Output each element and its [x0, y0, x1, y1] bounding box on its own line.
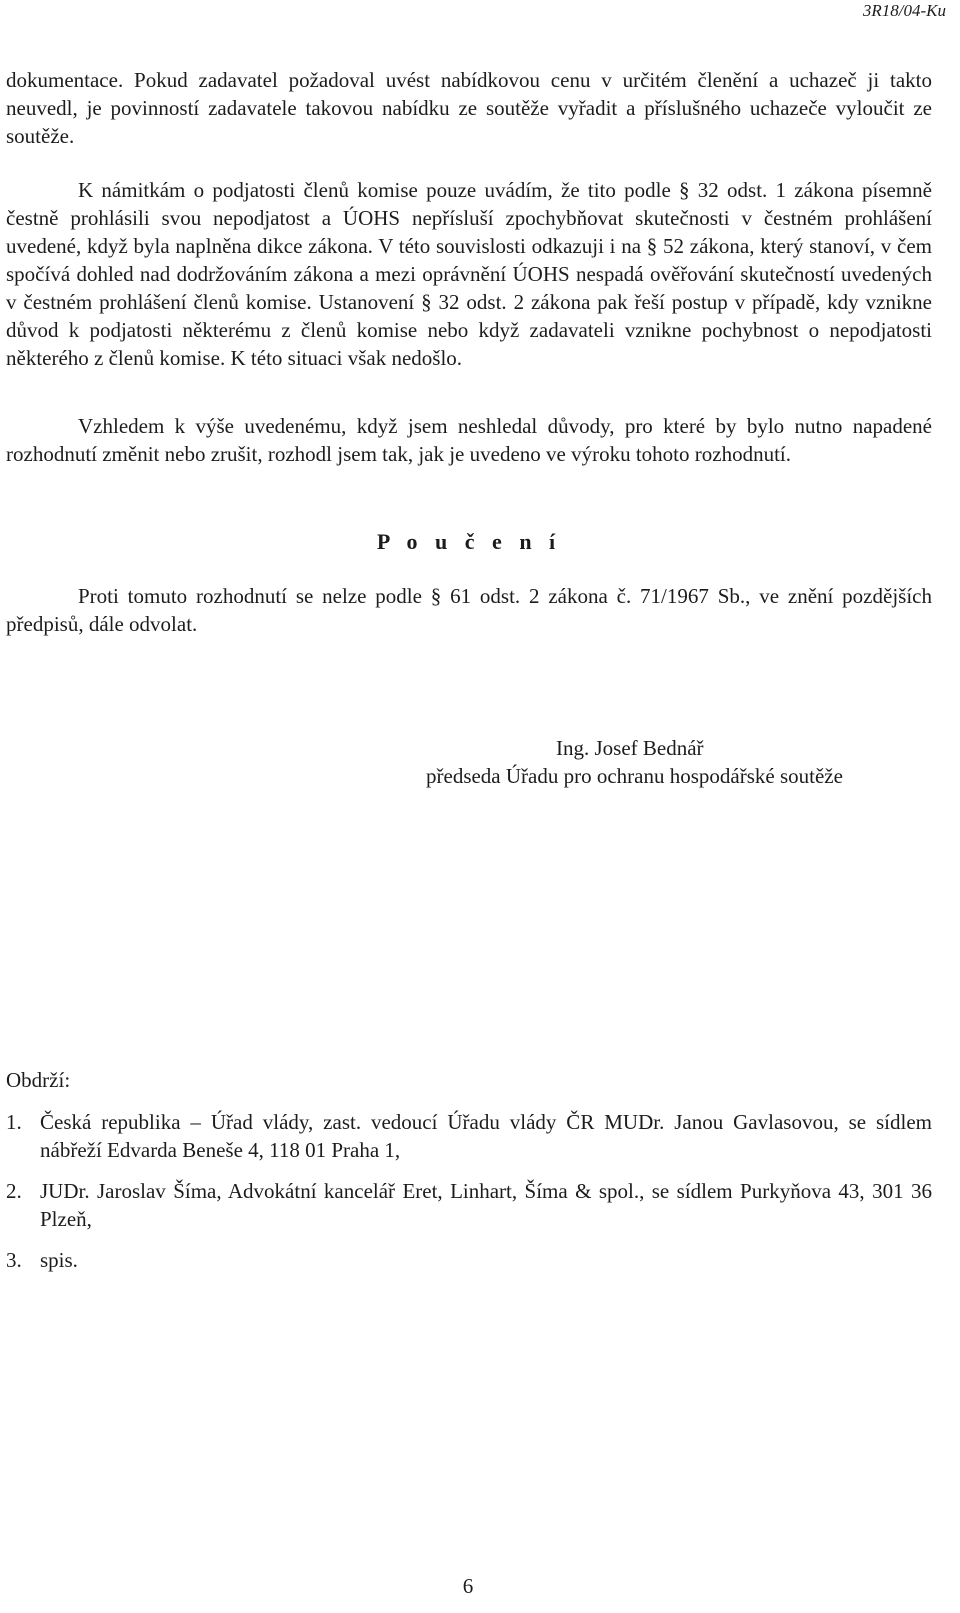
- document-page: [6, 66, 932, 1287]
- recipient-number: 1.: [6, 1110, 22, 1134]
- recipient-text: Česká republika – Úřad vlády, zast. vedoucí Úřadu vlády ČR MUDr. Janou Gavlasovou, se sídlem nábřeží Edvarda Beneše 4, 118 01 Praha 1,: [40, 1110, 932, 1162]
- paragraph-instruction: Proti tomuto rozhodnutí se nelze podle § 61 odst. 2 zákona č. 71/1967 Sb., ve znění pozdějších předpisů, dále odvolat.: [6, 584, 932, 636]
- paragraph-conclusion: Vzhledem k výše uvedenému, když jsem neshledal důvody, pro které by bylo nutno napadené rozhodnutí změnit nebo zrušit, rozhodl jsem tak, jak je uvedeno ve výroku tohoto rozhodnutí.: [6, 414, 932, 466]
- recipient-item: [6, 1246, 932, 1274]
- recipients-list: [6, 1108, 932, 1274]
- signature-block: [426, 734, 932, 790]
- recipients-heading: Obdrží:: [6, 1068, 71, 1092]
- recipient-text: spis.: [40, 1248, 78, 1272]
- recipient-number: 3.: [6, 1248, 22, 1272]
- recipient-number: 2.: [6, 1179, 22, 1203]
- recipient-item: [6, 1108, 932, 1164]
- recipient-item: [6, 1177, 932, 1233]
- paragraph-bias-objections: K námitkám o podjatosti členů komise pouze uvádím, že tito podle § 32 odst. 1 zákona písemně čestně prohlásili svou nepodjatost a ÚOHS nepřísluší zpochybňovat skutečnosti v čestném prohlášení uvedené, když byla naplněna dikce zákona. V této souvislosti odkazuji i na § 52 zákona, který stanoví, v čem spočívá dohled nad dodržováním zákona a mezi oprávnění ÚOHS nespadá ověřování skutečností uvedených v čestném prohlášení členů komise. Ustanovení § 32 odst. 2 zákona pak řeší postup v případě, kdy vznikne důvod k podjatosti některému z členů komise nebo když zadavateli vznikne pochybnost o nepodjatosti některého z členů komise. K této situaci však nedošlo.: [6, 178, 932, 370]
- recipient-text: JUDr. Jaroslav Šíma, Advokátní kancelář Eret, Linhart, Šíma & spol., se sídlem Purkyňova 43, 301 36 Plzeň,: [40, 1179, 932, 1231]
- signatory-role: předseda Úřadu pro ochranu hospodářské soutěže: [426, 764, 843, 788]
- signatory-name: Ing. Josef Bednář: [556, 736, 704, 760]
- paragraph-continuation: dokumentace. Pokud zadavatel požadoval uvést nabídkovou cenu v určitém členění a uchazeč ji takto neuvedl, je povinností zadavatele takovou nabídku ze soutěže vyřadit a příslušného uchazeče vyloučit ze soutěže.: [6, 68, 932, 148]
- section-title-instruction: P o u č e n í: [376, 529, 562, 554]
- document-reference: 3R18/04-Ku: [862, 1, 946, 20]
- page-number: 6: [462, 1574, 474, 1598]
